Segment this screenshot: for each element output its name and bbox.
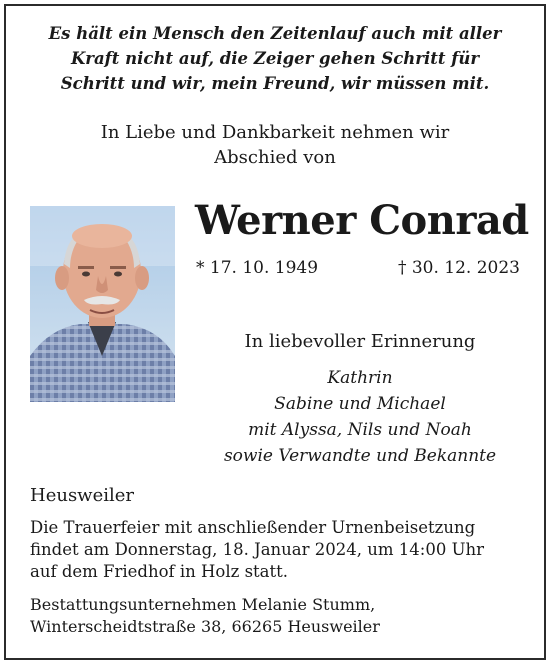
- service-line: findet am Donnerstag, 18. Januar 2024, um 14:00 Uhr: [30, 540, 484, 559]
- birth-date: * 17. 10. 1949: [196, 258, 319, 278]
- intro-line: In Liebe und Dankbarkeit nehmen wir: [100, 122, 450, 143]
- quote-line: Es hält ein Mensch den Zeitenlauf auch mit aller: [48, 24, 502, 43]
- funeral-service-info: [30, 517, 540, 583]
- undertaker-info: [30, 594, 540, 638]
- quote-line: Schritt und wir, mein Freund, wir müssen mit.: [60, 74, 490, 93]
- service-line: auf dem Friedhof in Holz statt.: [30, 562, 289, 581]
- farewell-intro: [0, 120, 550, 170]
- life-dates: [196, 255, 520, 281]
- deceased-name: Werner Conrad: [195, 197, 529, 244]
- mourner-line: Sabine und Michael: [274, 394, 446, 414]
- undertaker-line: Winterscheidtstraße 38, 66265 Heusweiler: [30, 617, 380, 636]
- death-date: † 30. 12. 2023: [397, 258, 520, 278]
- mourners-list: [190, 365, 530, 469]
- undertaker-line: Bestattungsunternehmen Melanie Stumm,: [30, 595, 376, 614]
- portrait-illustration: [30, 206, 175, 402]
- memory-heading: In liebevoller Erinnerung: [244, 331, 476, 352]
- memorial-quote: [0, 21, 550, 96]
- mourner-line: Kathrin: [327, 368, 393, 388]
- place-name: Heusweiler: [30, 485, 135, 506]
- mourner-line: mit Alyssa, Nils und Noah: [248, 420, 472, 440]
- intro-line: Abschied von: [214, 147, 336, 168]
- portrait-photo: [30, 206, 175, 402]
- service-line: Die Trauerfeier mit anschließender Urnenbeisetzung: [30, 518, 476, 537]
- mourner-line: sowie Verwandte und Bekannte: [223, 446, 497, 466]
- quote-line: Kraft nicht auf, die Zeiger gehen Schritt für: [70, 49, 480, 68]
